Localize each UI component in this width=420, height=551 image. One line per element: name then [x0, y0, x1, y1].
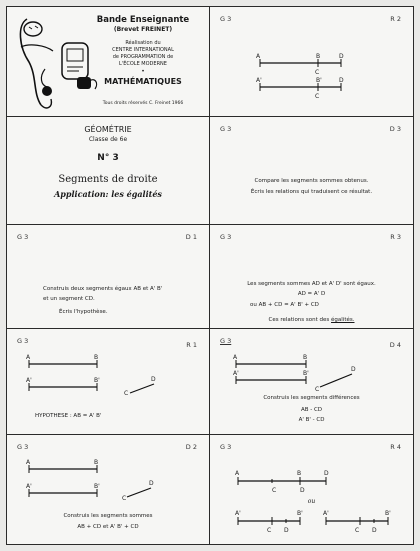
header-rights: Tous droits réservés C. Freinet 1966 [102, 101, 184, 106]
point-label: B' [94, 377, 100, 384]
header-brevet: (Brevet FREINET) [113, 26, 173, 33]
point-label: D [324, 470, 329, 477]
point-label: A [235, 470, 240, 477]
point-label: C [315, 69, 320, 76]
point-label: B [316, 53, 321, 60]
r3-line-1: Les segments sommes AD et A' D' sont égaux. [247, 281, 376, 287]
point-label: C [355, 527, 360, 534]
r3-line-2: AD = A' D [297, 291, 326, 297]
point-label: C [315, 386, 320, 393]
card-code: G 3 [220, 125, 232, 133]
card-code: D 3 [389, 125, 401, 133]
card-code: G 3 [17, 443, 29, 451]
point-label: B [303, 354, 308, 361]
point-label: A [256, 53, 261, 60]
point-label: A' [26, 483, 32, 490]
point-label: D [339, 77, 344, 84]
card-r1 [7, 329, 210, 435]
d2-line-1: Construis les segments sommes [63, 513, 153, 519]
point-label: A' [26, 377, 32, 384]
card-r3 [210, 225, 413, 329]
segments-figure [7, 329, 210, 435]
r3-line-4b: égalités. [331, 317, 355, 323]
d1-line-2: et un segment CD. [43, 296, 95, 302]
point-label: A' [233, 370, 239, 377]
cover-title: Segments de droite [58, 174, 158, 185]
point-label: B' [94, 483, 100, 490]
d4-line-2: AB - CD [300, 407, 323, 413]
card-code: R 2 [390, 15, 401, 23]
cover-application [7, 189, 209, 199]
point-label: C [124, 390, 129, 397]
point-label: A' [323, 510, 329, 517]
card-d3 [210, 117, 413, 225]
segments-figure [210, 435, 413, 544]
card-r4 [210, 435, 413, 544]
header-card [7, 7, 210, 117]
card-code: R 1 [186, 341, 197, 349]
r4-ou: ou [307, 498, 316, 505]
point-label: D [351, 366, 356, 373]
d3-line-2: Écris les relations qui traduisent ce résultat. [250, 189, 373, 195]
card-r2 [210, 7, 413, 117]
point-label: A' [256, 77, 262, 84]
header-realisation-1: Réalisation du [125, 40, 161, 46]
r3-line-4a: Ces relations sont des [268, 317, 330, 323]
point-label: C [122, 495, 127, 502]
header-subject: MATHÉMATIQUES [104, 77, 182, 86]
d4-line-3: A' B' - CD [298, 417, 325, 423]
point-label: B [94, 354, 99, 361]
point-label: A [26, 459, 31, 466]
point-label: D [151, 376, 156, 383]
card-code: D 2 [185, 443, 197, 451]
header-bullet: • [141, 68, 145, 75]
card-code: G 3 [17, 337, 29, 345]
point-label: C [267, 527, 272, 534]
card-d2 [7, 435, 210, 544]
point-label: A [26, 354, 31, 361]
point-label: B' [297, 510, 303, 517]
d1-line-3: Écris l'hypothèse. [59, 309, 108, 315]
application-label: Application [54, 189, 106, 199]
point-label: C [272, 487, 277, 494]
point-label: D [300, 487, 305, 494]
header-realisation-4: L'ÉCOLE MODERNE [119, 61, 167, 67]
cover-topic: GÉOMÉTRIE [84, 125, 132, 134]
card-code: G 3 [220, 337, 232, 345]
header-realisation-3: de PROGRAMMATION de [112, 54, 174, 60]
card-code: G 3 [220, 443, 232, 451]
card-code: G 3 [220, 233, 232, 241]
point-label: A' [235, 510, 241, 517]
point-label: B' [385, 510, 391, 517]
d2-line-2: AB + CD et A' B' + CD [77, 524, 139, 530]
cover-card [7, 117, 210, 225]
card-code: R 4 [390, 443, 401, 451]
point-label: B [297, 470, 302, 477]
header-realisation-2: CENTRE INTERNATIONAL [112, 47, 174, 53]
worksheet-sheet [6, 6, 414, 545]
d4-line-1: Construis les segments différences [263, 395, 360, 401]
segments-figure [210, 7, 413, 117]
r3-line-3: ou AB + CD = A' B' + CD [250, 302, 319, 308]
point-label: B' [303, 370, 309, 377]
point-label: D [372, 527, 377, 534]
card-d1 [7, 225, 210, 329]
point-label: D [284, 527, 289, 534]
card-code: D 4 [389, 341, 401, 349]
point-label: D [149, 480, 154, 487]
r1-hypothese: HYPOTHESE : AB = A' B' [35, 413, 102, 419]
point-label: B' [316, 77, 322, 84]
card-d4 [210, 329, 413, 435]
point-label: B [94, 459, 99, 466]
point-label: D [339, 53, 344, 60]
d1-line-1: Construis deux segments égaux AB et A' B' [43, 286, 163, 292]
d3-line-1: Compare les segments sommes obtenus. [254, 178, 369, 184]
header-title: Bande Enseignante [96, 15, 190, 25]
card-code: G 3 [17, 233, 29, 241]
application-text: : les égalités [105, 189, 162, 199]
card-code: D 1 [185, 233, 197, 241]
point-label: C [315, 93, 320, 100]
cover-class: Classe de 6e [88, 136, 128, 143]
card-code: G 3 [220, 15, 232, 23]
r3-line-4 [210, 317, 413, 323]
card-code: R 3 [390, 233, 401, 241]
point-label: A [233, 354, 238, 361]
cover-number: N° 3 [97, 153, 119, 163]
